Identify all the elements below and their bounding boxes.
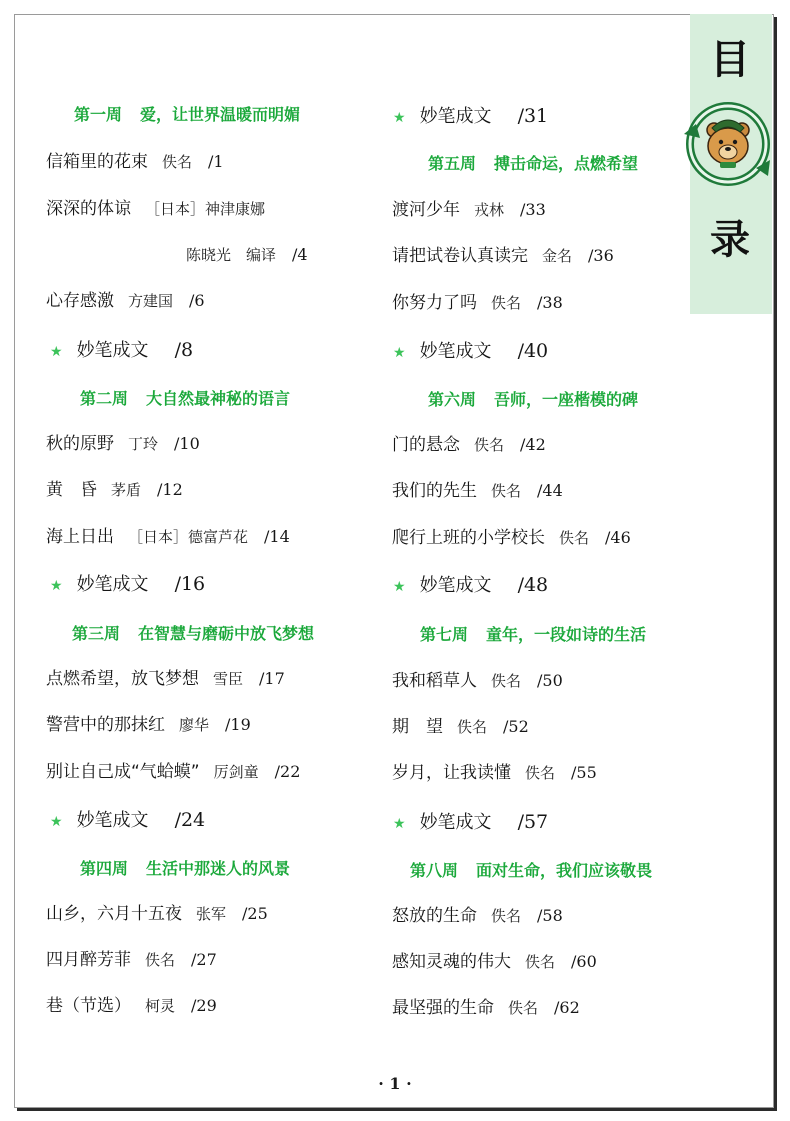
entry-title: 别让自己成“气蛤蟆”: [46, 762, 200, 782]
toc-entry[interactable]: [46, 478, 183, 502]
toc-entry[interactable]: [46, 994, 217, 1018]
entry-author: 佚名: [457, 718, 488, 736]
entry-author: 雪臣: [213, 670, 244, 688]
bear-mascot-icon: [676, 94, 776, 186]
entry-author: 佚名: [145, 951, 176, 969]
week-label: 第五周: [428, 154, 477, 173]
composition-page: /8: [174, 339, 194, 361]
week-heading[interactable]: [80, 857, 290, 881]
week-theme: 吾师，一座楷模的碑: [494, 390, 639, 409]
toc-entry[interactable]: [46, 289, 205, 313]
entry-title: 山乡，六月十五夜: [46, 904, 182, 924]
toc-entry[interactable]: [46, 713, 251, 737]
composition-entry[interactable]: [50, 571, 205, 599]
toc-entry[interactable]: [392, 904, 563, 928]
toc-title-char-2: 录: [710, 216, 750, 263]
entry-author: 佚名: [474, 436, 505, 454]
composition-entry[interactable]: [393, 338, 548, 366]
composition-label: 妙笔成文: [76, 810, 149, 831]
entry-page: /38: [537, 293, 563, 312]
entry-author: 佚名: [491, 672, 522, 690]
entry-author: 方建国: [128, 292, 174, 310]
toc-entry[interactable]: [392, 950, 597, 974]
composition-label: 妙笔成文: [419, 575, 492, 596]
entry-page: /42: [520, 435, 546, 454]
composition-page: /16: [174, 573, 206, 595]
week-theme: 生活中那迷人的风景: [146, 859, 291, 878]
week-theme: 面对生命，我们应该敬畏: [476, 861, 653, 880]
entry-author: 厉剑童: [213, 763, 259, 781]
composition-page: /57: [517, 811, 549, 833]
toc-title-char-1: 目: [710, 36, 750, 83]
toc-entry[interactable]: [392, 244, 614, 268]
entry-page: /50: [537, 671, 563, 690]
toc-entry[interactable]: [46, 667, 285, 691]
toc-entry[interactable]: [392, 715, 529, 739]
entry-author: 佚名: [525, 953, 556, 971]
entry-title: 黄 昏: [46, 480, 97, 500]
week-heading[interactable]: [420, 623, 646, 647]
entry-page: /55: [571, 763, 597, 782]
star-icon: ★: [393, 816, 406, 832]
entry-author: 佚名: [491, 907, 522, 925]
entry-title: 点燃希望，放飞梦想: [46, 669, 199, 689]
week-theme: 搏击命运，点燃希望: [494, 154, 639, 173]
entry-author: 戎林: [474, 201, 505, 219]
entry-title: 心存感激: [46, 291, 114, 311]
week-heading[interactable]: [410, 859, 652, 883]
entry-page: /60: [571, 952, 597, 971]
entry-author: 茅盾: [111, 481, 142, 499]
entry-title: 渡河少年: [392, 200, 460, 220]
week-label: 第六周: [428, 390, 477, 409]
toc-entry[interactable]: [392, 198, 546, 222]
page-frame: [14, 14, 774, 1108]
entry-page: /14: [264, 527, 290, 546]
week-label: 第八周: [410, 861, 459, 880]
entry-title: 我们的先生: [392, 481, 477, 501]
week-heading[interactable]: [428, 152, 638, 176]
entry-author: 张军: [196, 905, 227, 923]
entry-title: 岁月，让我读懂: [392, 763, 511, 783]
entry-title: 门的悬念: [392, 435, 460, 455]
week-heading[interactable]: [72, 622, 314, 646]
entry-author: 金名: [542, 247, 573, 265]
entry-page: /44: [537, 481, 563, 500]
entry-title: 感知灵魂的伟大: [392, 952, 511, 972]
composition-label: 妙笔成文: [76, 574, 149, 595]
entry-page: /36: [588, 246, 614, 265]
entry-author: 柯灵: [145, 997, 176, 1015]
toc-entry[interactable]: [392, 761, 597, 785]
entry-page: /17: [259, 669, 285, 688]
toc-entry[interactable]: [392, 433, 546, 457]
composition-page: /40: [517, 340, 549, 362]
entry-page: /4: [292, 245, 308, 264]
toc-entry[interactable]: [46, 760, 300, 784]
entry-page: /58: [537, 906, 563, 925]
entry-title: 秋的原野: [46, 434, 114, 454]
entry-title: 怒放的生命: [392, 906, 477, 926]
star-icon: ★: [393, 345, 406, 361]
week-theme: 童年，一段如诗的生活: [486, 625, 647, 644]
entry-author: 佚名: [491, 294, 522, 312]
entry-page: /22: [274, 762, 301, 781]
toc-entry[interactable]: [46, 432, 200, 456]
entry-title: 深深的体谅: [46, 199, 131, 219]
entry-title: 最坚强的生命: [392, 998, 494, 1018]
entry-title: 爬行上班的小学校长: [392, 528, 545, 548]
week-label: 第七周: [420, 625, 469, 644]
toc-entry[interactable]: [46, 150, 224, 174]
week-heading[interactable]: [80, 387, 290, 411]
entry-title: 信箱里的花束: [46, 152, 148, 172]
composition-entry[interactable]: [50, 807, 205, 835]
toc-entry[interactable]: [46, 902, 268, 926]
composition-entry[interactable]: [50, 337, 193, 365]
entry-page: /1: [208, 152, 224, 171]
entry-page: /25: [242, 904, 268, 923]
entry-author: 佚名: [559, 529, 590, 547]
star-icon: ★: [50, 578, 63, 594]
composition-label: 妙笔成文: [419, 812, 492, 833]
toc-entry[interactable]: [392, 669, 563, 693]
entry-title: 我和稻草人: [392, 671, 477, 691]
entry-page: /12: [157, 480, 183, 499]
week-theme: 在智慧与磨砺中放飞梦想: [138, 624, 315, 643]
entry-page: /62: [554, 998, 580, 1017]
entry-page: /10: [174, 434, 200, 453]
composition-label: 妙笔成文: [76, 340, 149, 361]
entry-author: 廖华: [179, 716, 210, 734]
entry-page: /29: [191, 996, 217, 1015]
toc-entry[interactable]: [46, 525, 290, 549]
composition-entry[interactable]: [393, 103, 548, 131]
toc-entry[interactable]: [392, 291, 563, 315]
toc-entry[interactable]: [392, 479, 563, 503]
entry-author: 佚名: [491, 482, 522, 500]
week-heading[interactable]: [74, 103, 300, 127]
toc-entry[interactable]: [46, 948, 217, 972]
entry-title: 你努力了吗: [392, 293, 477, 313]
star-icon: ★: [50, 344, 63, 360]
entry-author: 丁玲: [128, 435, 159, 453]
entry-title: 期 望: [392, 717, 443, 737]
week-theme: 爱，让世界温暖而明媚: [140, 105, 301, 124]
toc-entry[interactable]: [46, 197, 281, 221]
entry-author: 佚名: [508, 999, 539, 1017]
entry-page: /46: [605, 528, 631, 547]
week-label: 第四周: [80, 859, 129, 878]
entry-title: 巷（节选）: [46, 996, 131, 1016]
week-label: 第三周: [72, 624, 121, 643]
week-theme: 大自然最神秘的语言: [146, 389, 291, 408]
composition-entry[interactable]: [393, 572, 548, 600]
toc-entry[interactable]: [392, 526, 631, 550]
entry-title: 警营中的那抹红: [46, 715, 165, 735]
entry-page: /19: [225, 715, 251, 734]
week-heading[interactable]: [428, 388, 638, 412]
composition-label: 妙笔成文: [419, 341, 492, 362]
week-label: 第一周: [74, 105, 123, 124]
toc-entry-translator: [186, 243, 308, 267]
entry-author: ［日本］德富芦花: [128, 528, 249, 546]
toc-entry[interactable]: [392, 996, 580, 1020]
entry-author: 佚名: [162, 153, 193, 171]
star-icon: ★: [50, 814, 63, 830]
entry-page: /33: [520, 200, 546, 219]
week-label: 第二周: [80, 389, 129, 408]
star-icon: ★: [393, 579, 406, 595]
entry-page: /52: [503, 717, 529, 736]
page-number: · 1 ·: [378, 1074, 412, 1093]
entry-page: /6: [189, 291, 205, 310]
entry-author: 陈晓光 编译: [186, 246, 277, 264]
composition-page: /48: [517, 574, 549, 596]
entry-page: /27: [191, 950, 217, 969]
star-icon: ★: [393, 110, 406, 126]
composition-label: 妙笔成文: [419, 106, 492, 127]
composition-page: /31: [517, 105, 549, 127]
entry-title: 请把试卷认真读完: [392, 246, 528, 266]
entry-title: 海上日出: [46, 527, 114, 547]
entry-author: 佚名: [525, 764, 556, 782]
composition-page: /24: [174, 809, 206, 831]
composition-entry[interactable]: [393, 809, 548, 837]
entry-title: 四月醉芳菲: [46, 950, 131, 970]
entry-author: ［日本］神津康娜: [145, 200, 266, 218]
